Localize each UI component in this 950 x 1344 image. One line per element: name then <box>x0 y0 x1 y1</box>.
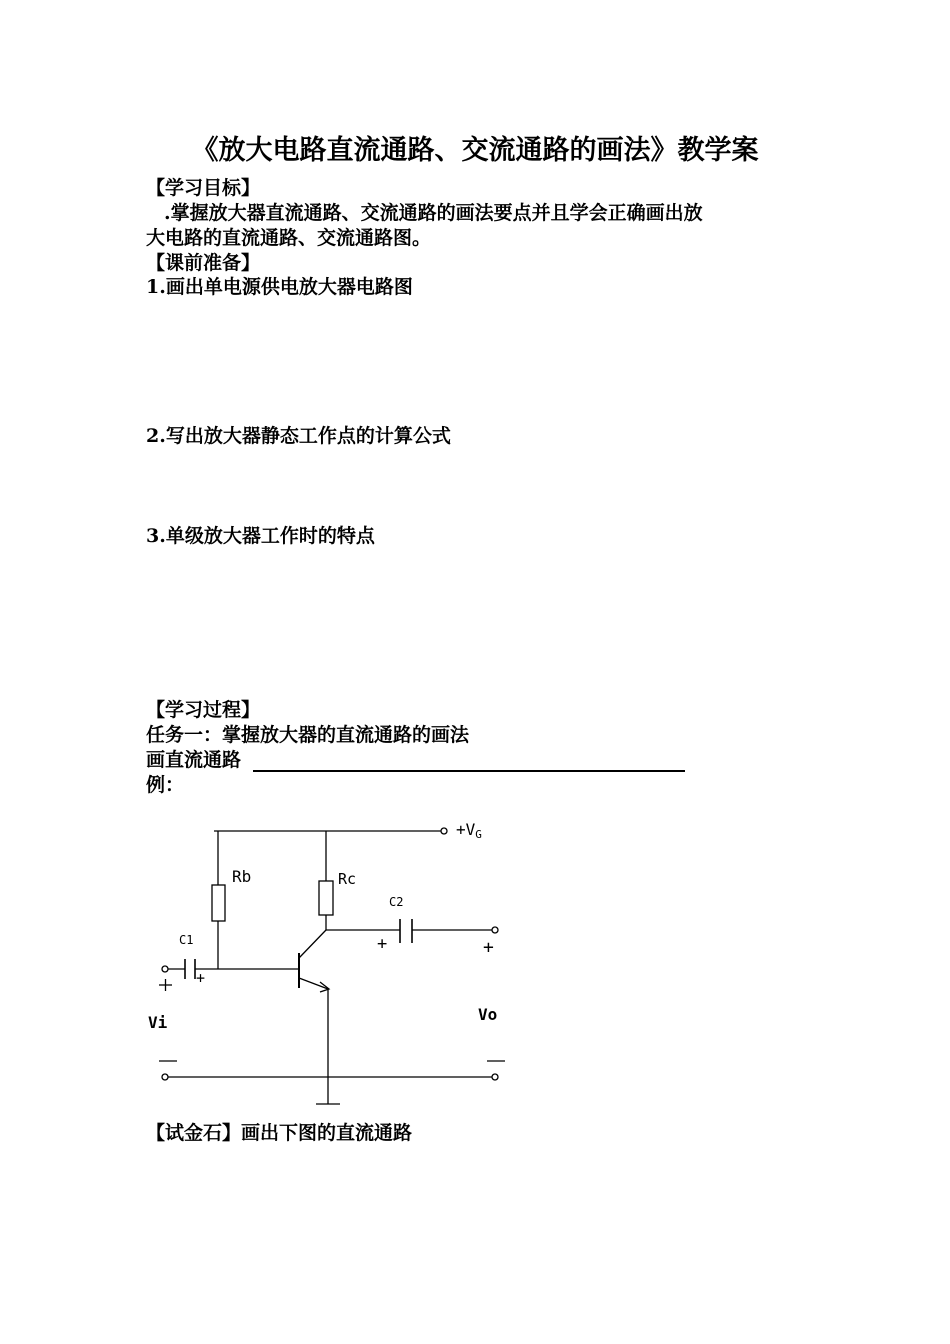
vcc-terminal <box>441 828 447 834</box>
rc-label: Rc <box>338 870 357 888</box>
vo-plus-mark: + <box>483 937 494 958</box>
example-label: 例： <box>146 774 185 796</box>
prep-question-3: 3.单级放大器工作时的特点 <box>146 525 375 547</box>
c1-plus-mark: + <box>196 969 206 987</box>
draw-dc-label: 画直流通路 <box>146 749 242 771</box>
vcc-label: +VG <box>456 820 482 841</box>
c2-plus-mark: + <box>377 934 388 954</box>
touchstone-prompt: 【试金石】画出下图的直流通路 <box>146 1122 413 1144</box>
output-ground-terminal <box>492 1074 498 1080</box>
input-ground-terminal <box>162 1074 168 1080</box>
prep-question-2: 2.写出放大器静态工作点的计算公式 <box>146 425 451 447</box>
amplifier-circuit-diagram <box>148 808 518 1110</box>
rb-label: Rb <box>232 867 252 886</box>
process-heading: 【学习过程】 <box>146 699 261 721</box>
goals-line-2: 大电路的直流通路、交流通路图。 <box>146 227 432 249</box>
vo-label: Vo <box>478 1005 498 1024</box>
vi-label: Vi <box>148 1013 168 1032</box>
page-title: 《放大电路直流通路、交流通路的画法》教学案 <box>191 135 759 166</box>
transistor-collector-lead <box>299 930 326 958</box>
draw-dc-path-line <box>146 748 685 772</box>
c1-label: C1 <box>179 933 194 947</box>
answer-blank <box>253 752 685 772</box>
input-terminal <box>162 966 168 972</box>
c2-label: C2 <box>389 895 404 909</box>
prep-question-1: 1.画出单电源供电放大器电路图 <box>146 276 413 298</box>
transistor-emitter-lead <box>299 978 328 989</box>
goals-line-1: .掌握放大器直流通路、交流通路的画法要点并且学会正确画出放 <box>164 202 703 224</box>
rc-resistor <box>319 881 333 915</box>
task-one: 任务一：掌握放大器的直流通路的画法 <box>146 724 470 746</box>
rb-resistor <box>212 885 225 921</box>
output-terminal <box>492 927 498 933</box>
prep-heading: 【课前准备】 <box>146 252 261 274</box>
goals-heading: 【学习目标】 <box>146 177 261 199</box>
